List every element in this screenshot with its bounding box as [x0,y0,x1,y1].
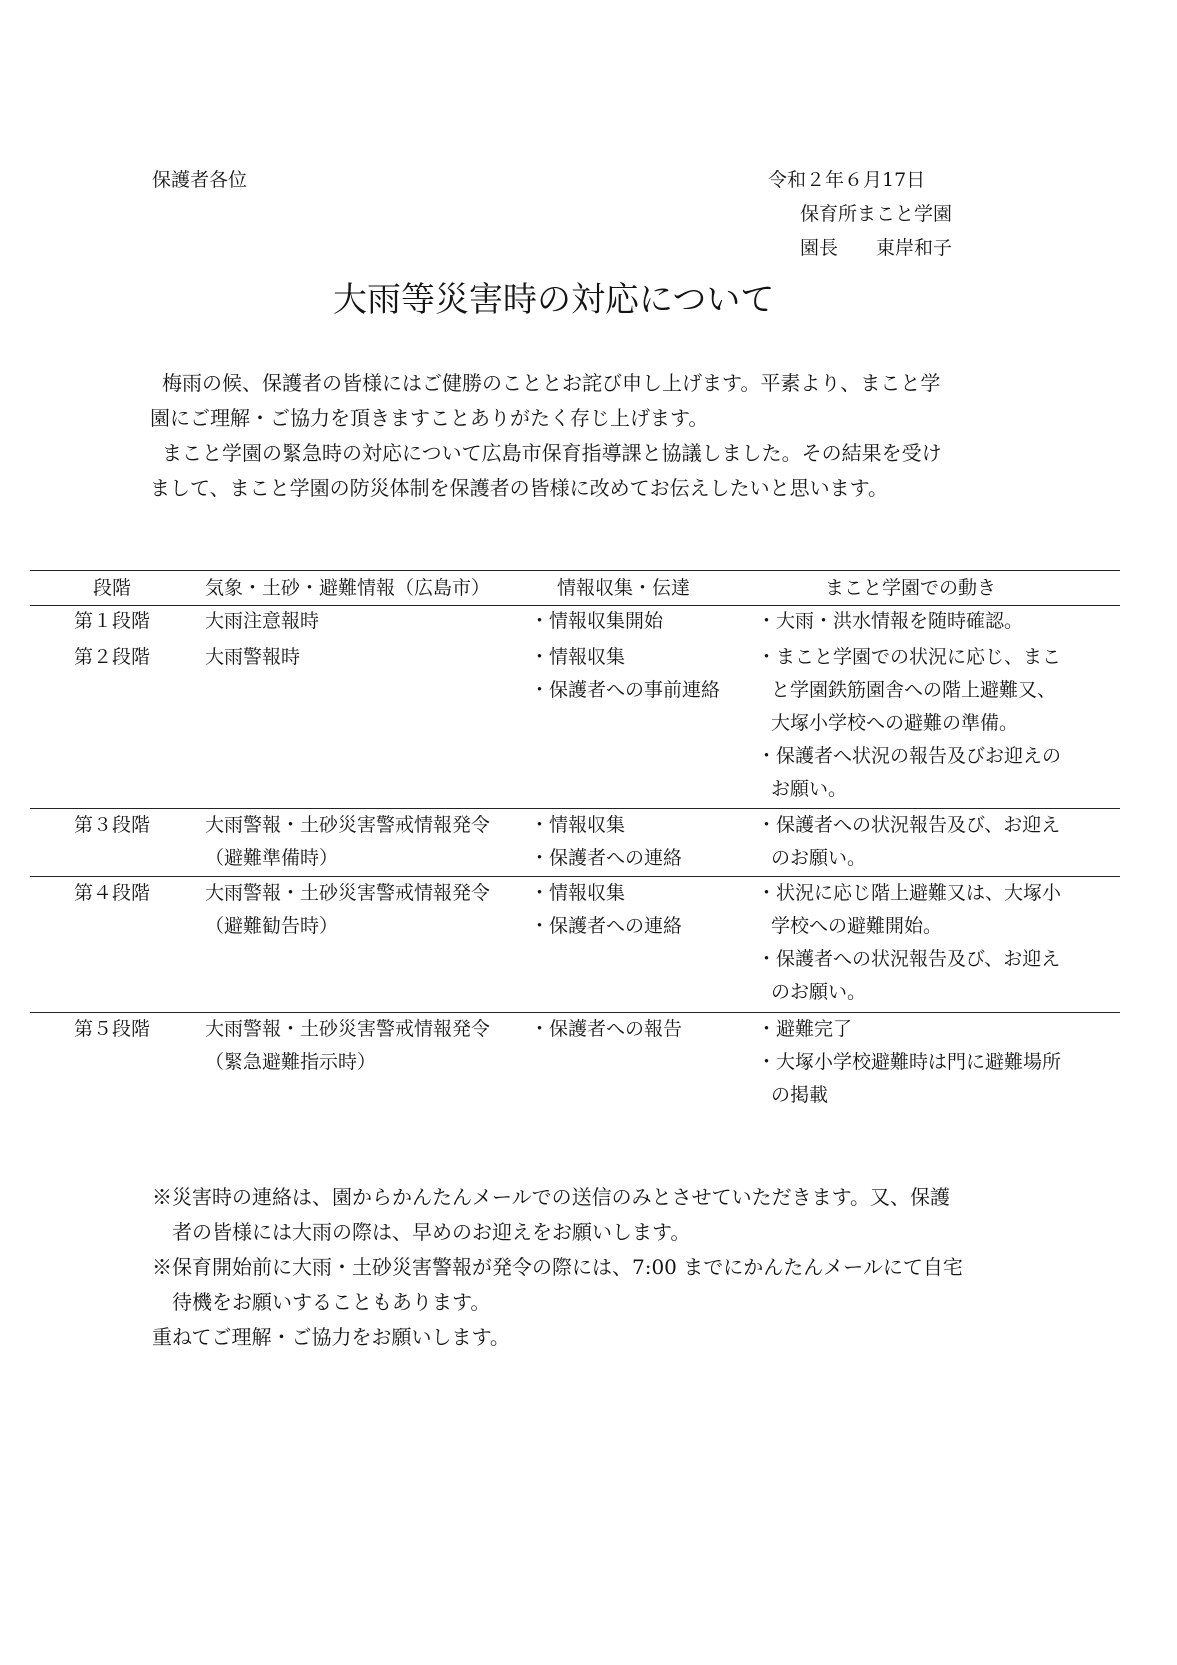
note-line: ※災害時の連絡は、園からかんたんメールでの送信のみとさせていただきます。又、保護 [152,1185,950,1209]
notes-section [152,1180,963,1355]
table-row [30,808,1120,869]
cell-line: 学校への避難開始。 [771,915,943,937]
addressee: 保護者各位 [152,169,248,191]
stage-cell: 第５段階 [74,1018,151,1040]
cell-line: ・大塚小学校避難時は門に避難場所 [757,1051,1062,1073]
cell-line: 大雨警報・土砂災害警戒情報発令 [205,814,491,836]
intro-line: 梅雨の候、保護者の皆様にはご健勝のこととお詫び申し上げます。平素より、まこと学 [162,371,941,395]
note-line: 待機をお願いすることもあります。 [172,1290,491,1314]
action-cell [757,809,1060,875]
note-line: ※保育開始前に大雨・土砂災害警報が発令の際には、7:00 までにかんたんメールにて自宅 [152,1255,963,1279]
cell-line: と学園鉄筋園舎への階上避難又、 [771,679,1057,701]
cell-line: のお願い。 [771,981,867,1003]
cell-line: ・まこと学園での状況に応じ、まこ [757,646,1062,668]
organization-name: 保育所まこと学園 [800,203,953,225]
header-info: 情報収集・伝達 [557,577,691,599]
principal-name: 園長 東岸和子 [800,237,953,259]
cell-line: 大雨警報時 [205,646,301,668]
cell-line: ・避難完了 [757,1018,853,1040]
cell-line: ・保護者への報告 [530,1018,683,1040]
action-cell [757,641,1061,806]
header-action: まこと学園での動き [825,577,997,599]
cell-line: （避難勧告時） [205,915,339,937]
cell-line: （避難準備時） [205,847,339,869]
table-header-row [30,570,1120,606]
header-weather: 気象・土砂・避難情報（広島市） [205,577,491,599]
intro-line: まこと学園の緊急時の対応について広島市保育指導課と協議しました。その結果を受け [162,441,942,465]
cell-line: 大雨警報・土砂災害警戒情報発令 [205,882,491,904]
intro-line: まして、まこと学園の防災体制を保護者の皆様に改めてお伝えしたいと思います。 [150,476,888,500]
table-row [30,876,1120,1003]
info-cell [530,877,682,943]
cell-line: ・保護者へ状況の報告及びお迎えの [757,745,1062,767]
action-cell [757,605,1023,638]
cell-line: ・情報収集開始 [530,610,664,632]
cell-line: お願い。 [771,778,848,800]
cell-line: ・情報収集 [530,814,626,836]
info-cell [530,809,682,875]
weather-cell [205,605,319,638]
cell-line: ・情報収集 [530,882,626,904]
closing-line: 重ねてご理解・ご協力をお願いします。 [152,1325,510,1349]
cell-line: 大雨警報・土砂災害警戒情報発令 [205,1018,491,1040]
header-stage: 段階 [93,577,132,599]
intro-line: 園にご理解・ご協力を頂きますことありがたく存じ上げます。 [150,406,709,430]
stage-cell: 第４段階 [74,882,151,904]
stage-cell: 第３段階 [74,814,151,836]
action-cell [757,877,1061,1009]
cell-line: ・保護者への連絡 [530,847,683,869]
stage-cell: 第２段階 [74,646,151,668]
cell-line: の掲載 [771,1084,829,1106]
weather-cell [205,1013,490,1079]
cell-line: ・保護者への連絡 [530,915,683,937]
note-line: 者の皆様には大雨の際は、早めのお迎えをお願いします。 [172,1220,691,1244]
cell-line: （緊急避難指示時） [205,1051,377,1073]
cell-line: ・保護者への事前連絡 [530,679,721,701]
cell-line: ・情報収集 [530,646,626,668]
weather-cell [205,809,490,875]
document-title: 大雨等災害時の対応について [333,280,775,320]
cell-line: ・保護者への状況報告及び、お迎え [757,814,1061,836]
info-cell [530,641,720,707]
weather-cell [205,877,490,943]
info-cell [530,605,663,638]
stage-cell: 第１段階 [74,610,151,632]
cell-line: ・保護者への状況報告及び、お迎え [757,948,1061,970]
cell-line: のお願い。 [771,847,867,869]
cell-line: 大雨注意報時 [205,610,320,632]
action-cell [757,1013,1061,1112]
issue-date: 令和２年６月17日 [768,169,926,191]
cell-line: 大塚小学校への避難の準備。 [771,712,1019,734]
info-cell [530,1013,682,1046]
weather-cell [205,641,300,674]
cell-line: ・状況に応じ階上避難又は、大塚小 [757,882,1062,904]
table-row [30,1012,1120,1106]
cell-line: ・大雨・洪水情報を随時確認。 [757,610,1024,632]
